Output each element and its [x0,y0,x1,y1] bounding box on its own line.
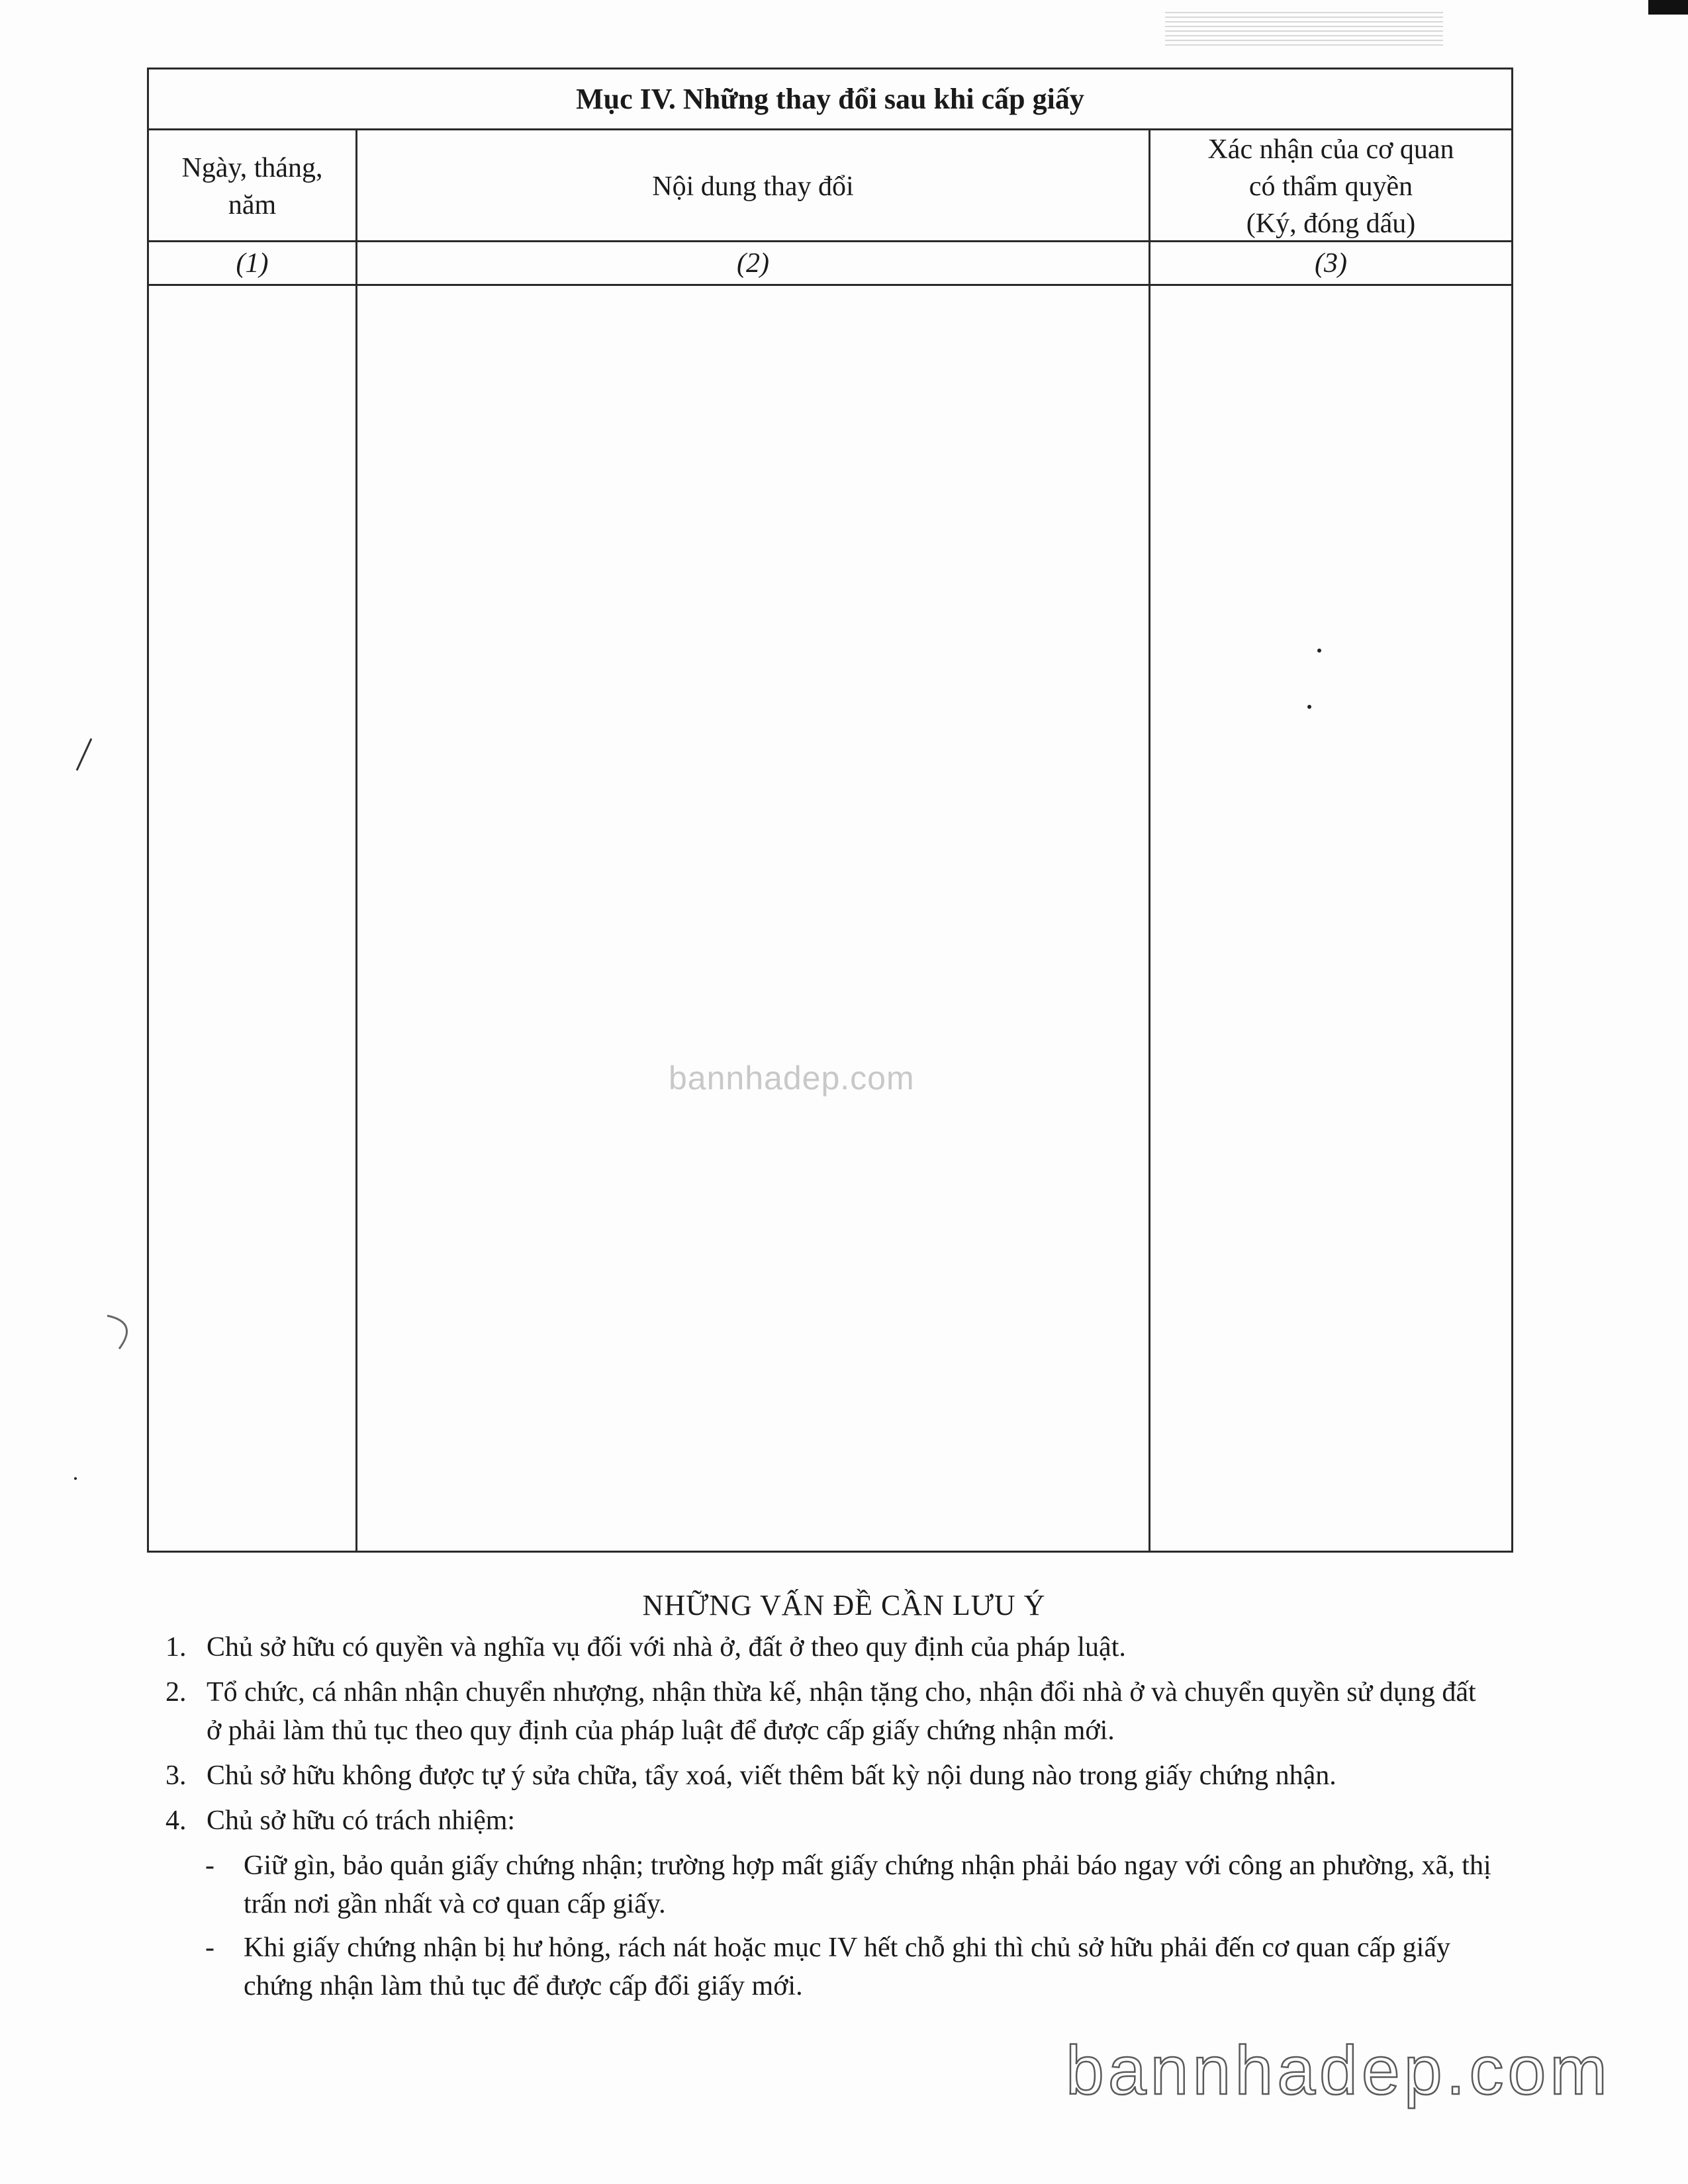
notes-list [165,1628,1496,2011]
header-date-line: Ngày, tháng, [181,152,323,183]
note-sub-item [165,1846,1496,1923]
content-entry-cell[interactable] [357,286,1149,1551]
sub-item-text: Giữ gìn, bảo quản giấy chứng nhận; trường hợp mất giấy chứng nhận phải báo ngay với công an phường, xã, thị trấn nơi gần nhất và cơ quan cấp giấy. [244,1850,1491,1919]
scan-corner-mark [1648,0,1688,15]
note-number: 4. [165,1805,187,1836]
note-number: 2. [165,1677,187,1707]
header-date-line: năm [228,189,277,220]
note-text: Tổ chức, cá nhân nhận chuyển nhượng, nhận thừa kế, nhận tặng cho, nhận đổi nhà ở và chuyển quyền sử dụng đất ở phải làm thủ tục theo quy định của pháp luật để được cấp giấy chứng nhận mới. [207,1677,1476,1746]
date-entry-cell[interactable] [149,286,355,1551]
section-title: Mục IV. Những thay đổi sau khi cấp giấy [149,69,1511,130]
note-sub-item [165,1929,1496,2005]
header-confirmation-line: (Ký, đóng dấu) [1246,208,1416,239]
header-confirmation [1150,132,1511,240]
header-confirmation-line: Xác nhận của cơ quan [1207,134,1454,165]
sub-item-text: Khi giấy chứng nhận bị hư hỏng, rách nát hoặc mục IV hết chỗ ghi thì chủ sở hữu phải đến cơ quan cấp giấy chứng nhận làm thủ tục để được cấp đổi giấy mới. [244,1933,1450,2001]
note-item [165,1628,1496,1666]
note-text: Chủ sở hữu có quyền và nghĩa vụ đối với nhà ở, đất ở theo quy định của pháp luật. [207,1632,1126,1662]
confirmation-entry-cell[interactable] [1150,286,1511,1551]
note-item [165,1756,1496,1795]
column-number-3: (3) [1315,248,1347,279]
scan-punch-hole [99,1310,146,1357]
note-text: Chủ sở hữu có trách nhiệm: [207,1805,516,1836]
note-item [165,1673,1496,1750]
note-item [165,1801,1496,1840]
sub-item-dash: - [205,1933,214,1963]
header-content: Nội dung thay đổi [652,171,854,202]
scan-streak [1165,12,1443,46]
column-number-1: (1) [236,248,269,279]
scan-scratch [66,735,106,774]
note-number: 1. [165,1632,187,1662]
watermark-center: bannhadep.com [669,1060,915,1097]
watermark-bottom: bannhadep.com [1066,2032,1611,2109]
note-number: 3. [165,1760,187,1791]
notes-title: NHỮNG VẤN ĐỀ CẦN LƯU Ý [642,1589,1046,1621]
scan-speck [74,1477,77,1480]
header-confirmation-line: có thẩm quyền [1248,171,1413,202]
note-text: Chủ sở hữu không được tự ý sửa chữa, tẩy xoá, viết thêm bất kỳ nội dung nào trong giấy chứng nhận. [207,1760,1336,1791]
changes-table [147,68,1513,1553]
sub-item-dash: - [205,1850,214,1881]
header-date [149,132,355,240]
column-number-2: (2) [737,248,769,279]
